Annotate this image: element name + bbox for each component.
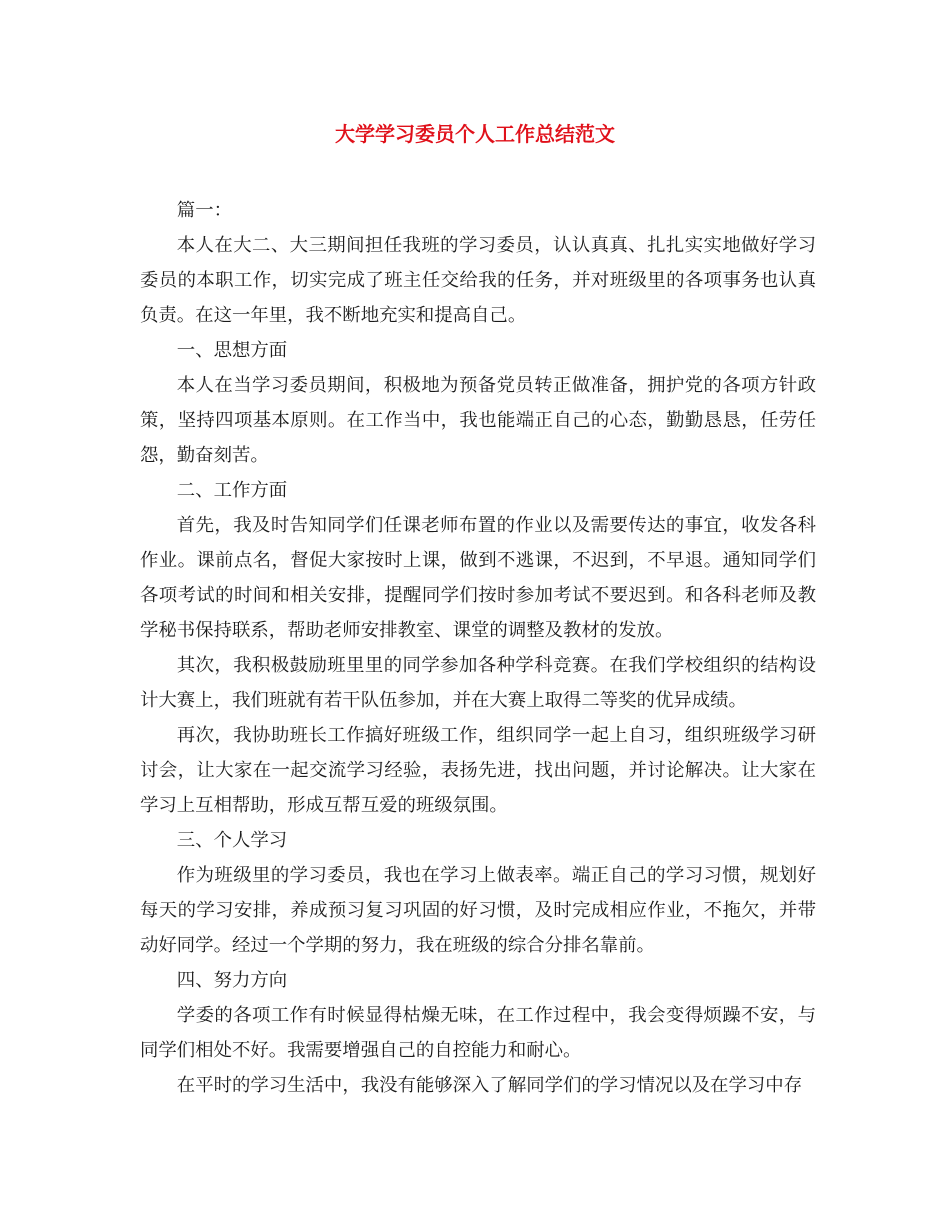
work-paragraph-third: 再次，我协助班长工作搞好班级工作，组织同学一起上自习，组织班级学习研讨会，让大家在一起交流学习经验，表扬先进，找出问题，并讨论解决。让大家在学习上互相帮助，形成互帮互爱的班级氛围。 — [140, 725, 816, 816]
work-paragraph-second: 其次，我积极鼓励班里里的同学参加各种学科竞赛。在我们学校组织的结构设计大赛上，我们班就有若干队伍参加，并在大赛上取得二等奖的优异成绩。 — [140, 655, 816, 711]
document-body — [140, 193, 816, 1103]
section-heading-thought: 一、思想方面 — [176, 340, 288, 361]
intro-paragraph: 本人在大二、大三期间担任我班的学习委员，认认真真、扎扎实实地做好学习委员的本职工作，切实完成了班主任交给我的任务，并对班级里的各项事务也认真负责。在这一年里，我不断地充实和提高自己。 — [140, 235, 816, 326]
section-heading-study: 三、个人学习 — [176, 830, 288, 851]
thought-paragraph: 本人在当学习委员期间，积极地为预备党员转正做准备，拥护党的各项方针政策，坚持四项基本原则。在工作当中，我也能端正自己的心态，勤勤恳恳，任劳任怨，勤奋刻苦。 — [140, 375, 816, 466]
document-title: 大学学习委员个人工作总结范文 — [335, 122, 615, 146]
section-heading-work: 二、工作方面 — [176, 480, 288, 501]
study-paragraph: 作为班级里的学习委员，我也在学习上做表率。端正自己的学习习惯，规划好每天的学习安排，养成预习复习巩固的好习惯，及时完成相应作业，不拖欠，并带动好同学。经过一个学期的努力，我在班级的综合分排名靠前。 — [140, 865, 816, 956]
work-paragraph-first: 首先，我及时告知同学们任课老师布置的作业以及需要传达的事宜，收发各科作业。课前点名，督促大家按时上课，做到不逃课，不迟到，不早退。通知同学们各项考试的时间和相关安排，提醒同学们按时参加考试不要迟到。和各科老师及教学秘书保持联系，帮助老师安排教室、课堂的调整及教材的发放。 — [140, 515, 816, 641]
section-heading-part-one: 篇一： — [176, 200, 232, 221]
section-heading-direction: 四、努力方向 — [176, 970, 288, 991]
direction-paragraph: 学委的各项工作有时候显得枯燥无味，在工作过程中，我会变得烦躁不安，与同学们相处不好。我需要增强自己的自控能力和耐心。 — [140, 1005, 816, 1061]
closing-paragraph: 在平时的学习生活中，我没有能够深入了解同学们的学习情况以及在学习中存 — [176, 1075, 803, 1096]
